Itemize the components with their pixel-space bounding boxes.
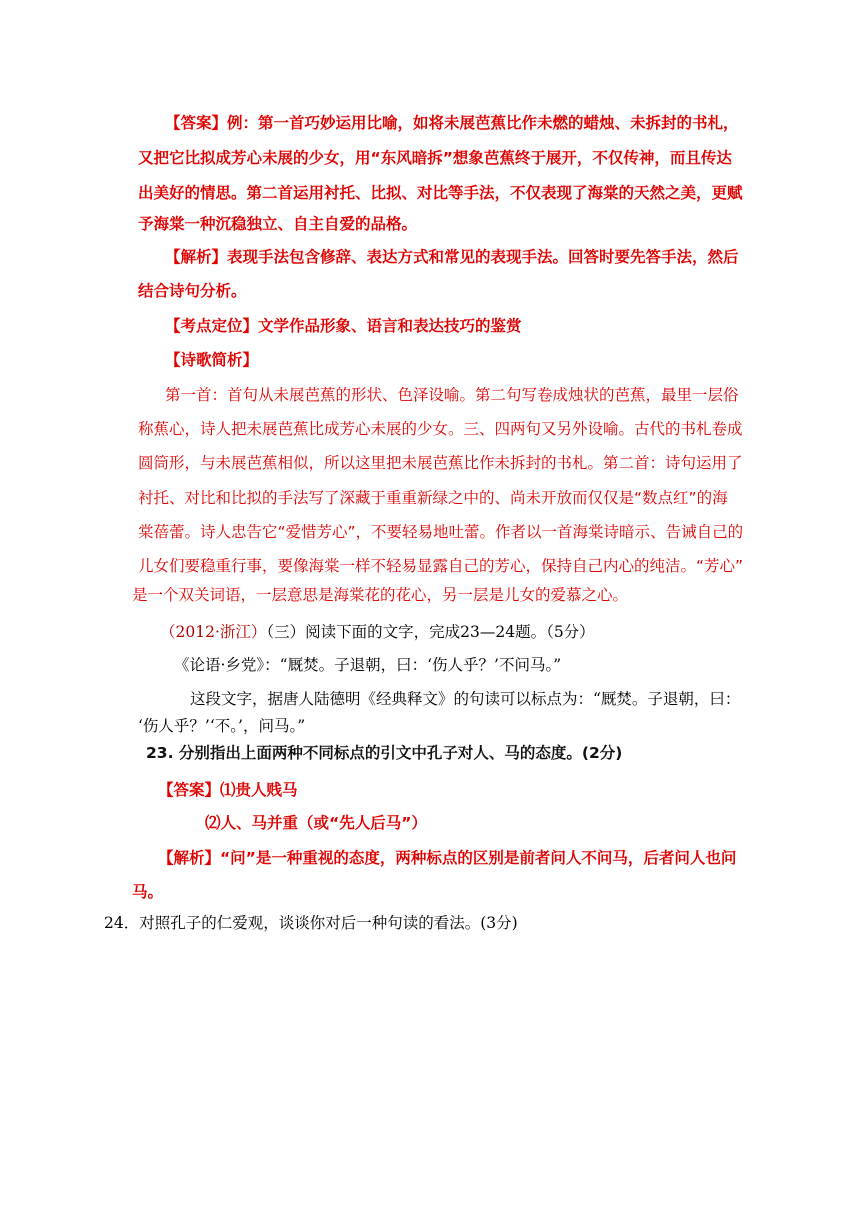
q23-analysis-line: 【解析】“问”是一种重视的态度，两种标点的区别是前者问人不问马，后者问人也问 (158, 849, 737, 867)
punctuation-note-line: 这段文字，据唐人陆德明《经典释文》的句读可以标点为：“厩焚。子退朝，曰： (190, 690, 741, 708)
analysis-line: 结合诗句分析。 (138, 282, 247, 300)
q23-answer-line2: ⑵人、马并重（或“先人后马”） (205, 814, 427, 832)
source-tag: （2012·浙江） (160, 623, 267, 641)
q23-analysis-line: 马。 (132, 883, 164, 901)
source-line (160, 622, 595, 642)
punctuation-note-line: ‘伤人乎？’‘不。’，问马。” (138, 717, 306, 735)
poem-analysis-line: 圆筒形，与未展芭蕉相似，所以这里把未展芭蕉比作未拆封的书札。第二首：诗句运用了 (138, 454, 743, 472)
exam-point: 【考点定位】文学作品形象、语言和表达技巧的鉴赏 (165, 317, 522, 335)
q23-answer-line1: 【答案】⑴贵人贱马 (158, 781, 298, 799)
answer-line: 又把它比拟成芳心未展的少女，用“东风暗拆”想象芭蕉终于展开，不仅传神，而且传达 (138, 149, 732, 167)
lunyu-quote: 《论语·乡党》：“厩焚。子退朝，曰：‘伤人乎？’不问马。” (174, 656, 562, 674)
poem-analysis-line: 衬托、对比和比拟的手法写了深藏于重重新绿之中的、尚未开放而仅仅是“数点红”的海 (138, 489, 728, 507)
question-24: 24．对照孔子的仁爱观，谈谈你对后一种句读的看法。(3分) (104, 914, 518, 932)
poem-analysis-line: 是一个双关词语，一层意思是海棠花的花心，另一层是儿女的爱慕之心。 (132, 586, 629, 604)
source-text: （三）阅读下面的文字，完成23—24题。（5分） (266, 623, 595, 641)
answer-line: 予海棠一种沉稳独立、自主自爱的品格。 (138, 215, 418, 233)
poem-analysis-line: 称蕉心，诗人把未展芭蕉比成芳心未展的少女。三、四两句又另外设喻。古代的书札卷成 (138, 420, 743, 438)
poem-analysis-line: 棠蓓蕾。诗人忠告它“爱惜芳心”，不要轻易地吐蕾。作者以一首海棠诗暗示、告诫自己的 (138, 523, 744, 541)
answer-line: 出美好的情思。第二首运用衬托、比拟、对比等手法，不仅表现了海棠的天然之美，更赋 (138, 184, 743, 202)
answer-line: 【答案】例：第一首巧妙运用比喻，如将未展芭蕉比作未燃的蜡烛、未拆封的书札， (165, 114, 739, 132)
poem-analysis-line: 第一首：首句从未展芭蕉的形状、色泽设喻。第二句写卷成烛状的芭蕉，最里一层俗 (165, 386, 739, 404)
analysis-line: 【解析】表现手法包含修辞、表达方式和常见的表现手法。回答时要先答手法，然后 (165, 248, 739, 266)
question-23: 23. 分别指出上面两种不同标点的引文中孔子对人、马的态度。(2分) (146, 744, 623, 762)
poem-analysis-heading: 【诗歌简析】 (165, 351, 259, 369)
poem-analysis-line: 儿女们要稳重行事，要像海棠一样不轻易显露自己的芳心，保持自己内心的纯洁。“芳心” (138, 557, 744, 575)
